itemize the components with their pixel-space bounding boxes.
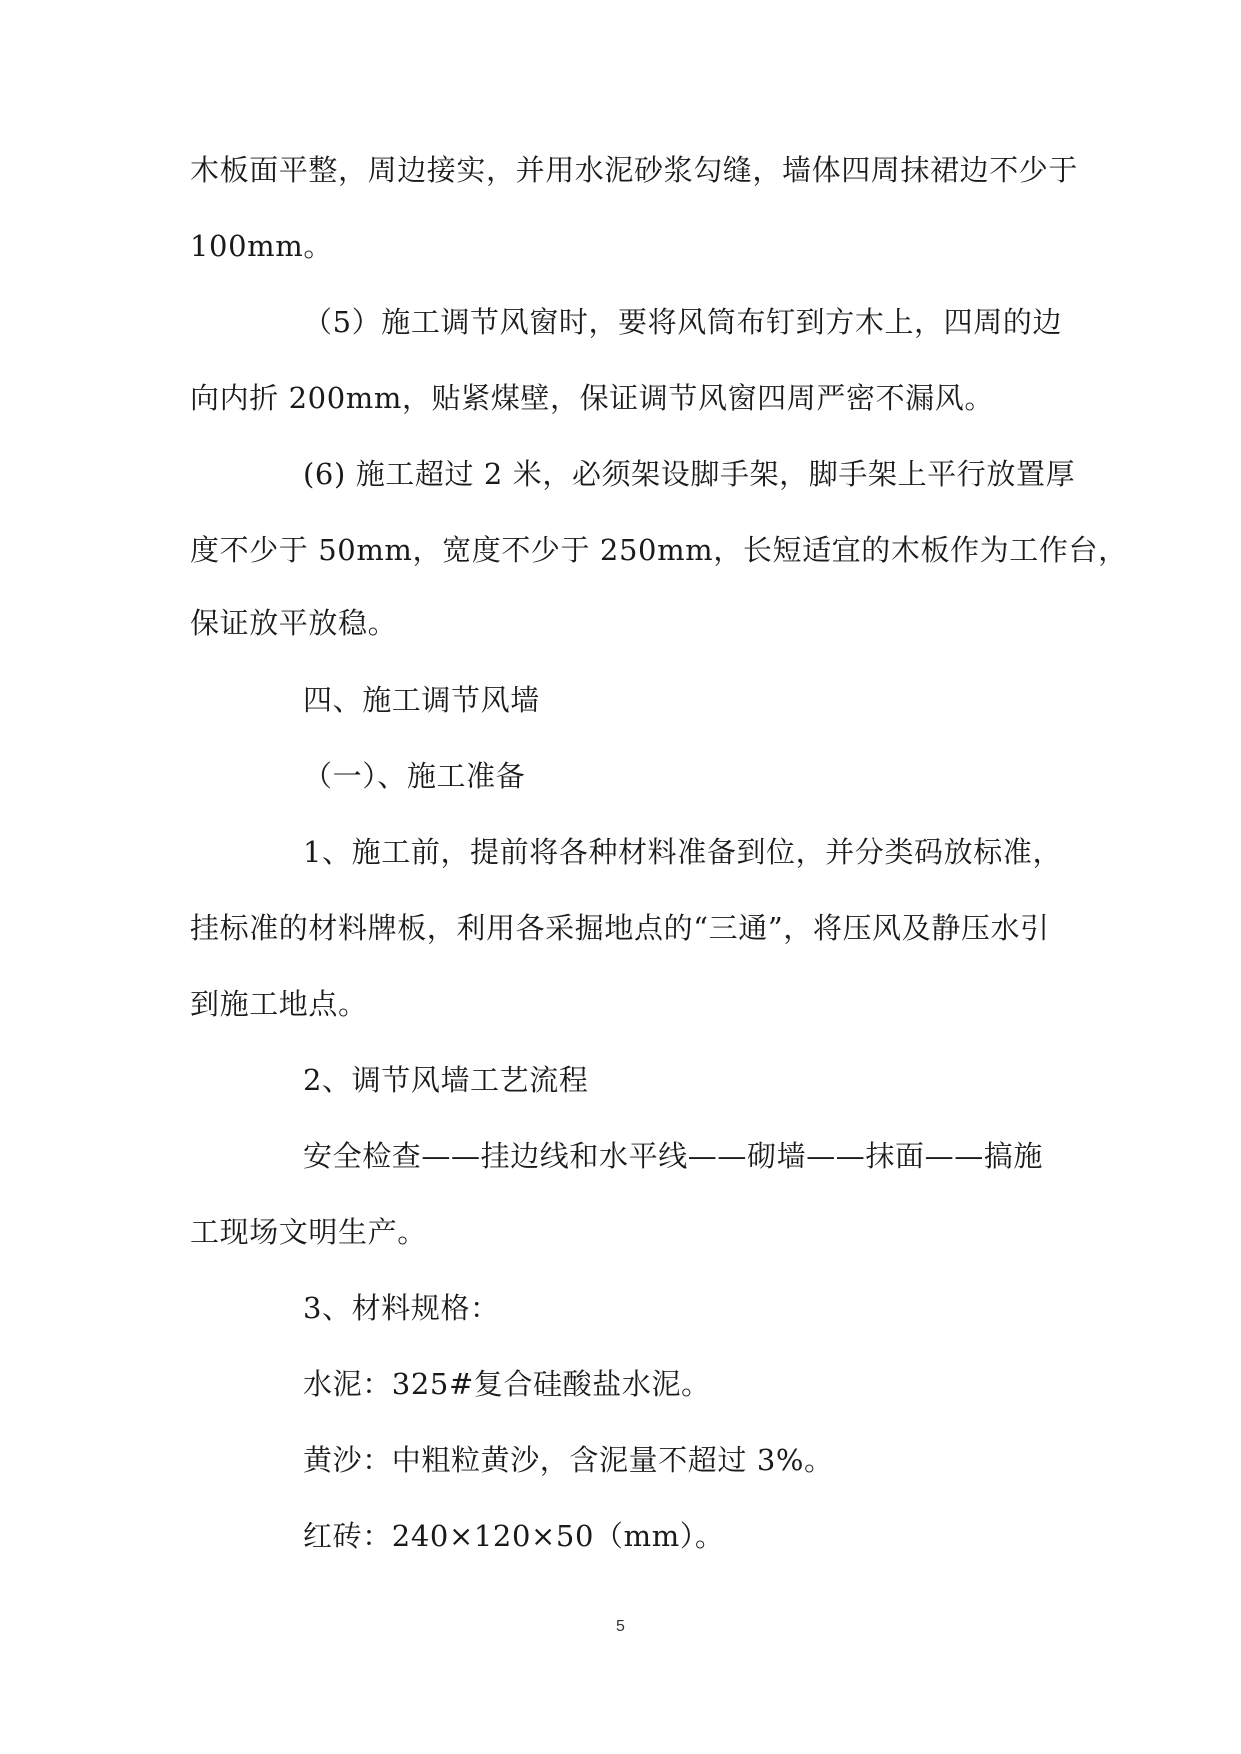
paragraph-line: 挂标准的材料牌板，利用各采掘地点的“三通”，将压风及静压水引: [190, 911, 1050, 945]
subsection-heading: （一）、施工准备: [303, 759, 526, 793]
paragraph-line: 木板面平整，周边接实，并用水泥砂浆勾缝，墙体四周抹裙边不少于: [190, 153, 1079, 187]
paragraph-line: 1、施工前，提前将各种材料准备到位，并分类码放标准，: [303, 835, 1063, 869]
material-spec-line: 黄沙：中粗粒黄沙，含泥量不超过 3%。: [303, 1443, 834, 1477]
item-heading: 3、材料规格：: [303, 1291, 500, 1325]
paragraph-line: 100mm。: [190, 229, 333, 263]
paragraph-line: 到施工地点。: [190, 987, 368, 1021]
paragraph-line: 工现场文明生产。: [190, 1215, 427, 1249]
section-heading: 四、施工调节风墙: [303, 683, 540, 717]
item-heading: 2、调节风墙工艺流程: [303, 1063, 589, 1097]
material-spec-line: 水泥：325#复合硅酸盐水泥。: [303, 1367, 711, 1401]
paragraph-line: 安全检查——挂边线和水平线——砌墙——抹面——搞施: [303, 1139, 1044, 1173]
paragraph-line: （5）施工调节风窗时，要将风筒布钉到方木上，四周的边: [303, 305, 1063, 339]
paragraph-line: 向内折 200mm，贴紧煤壁，保证调节风窗四周严密不漏风。: [190, 381, 994, 415]
material-spec-line: 红砖：240×120×50（mm）。: [303, 1519, 725, 1553]
paragraph-line: 保证放平放稳。: [190, 606, 398, 640]
page-number: 5: [616, 1618, 625, 1635]
paragraph-line: (6) 施工超过 2 米，必须架设脚手架，脚手架上平行放置厚: [303, 457, 1076, 491]
paragraph-line: 度不少于 50mm，宽度不少于 250mm，长短适宜的木板作为工作台，: [190, 533, 1128, 567]
